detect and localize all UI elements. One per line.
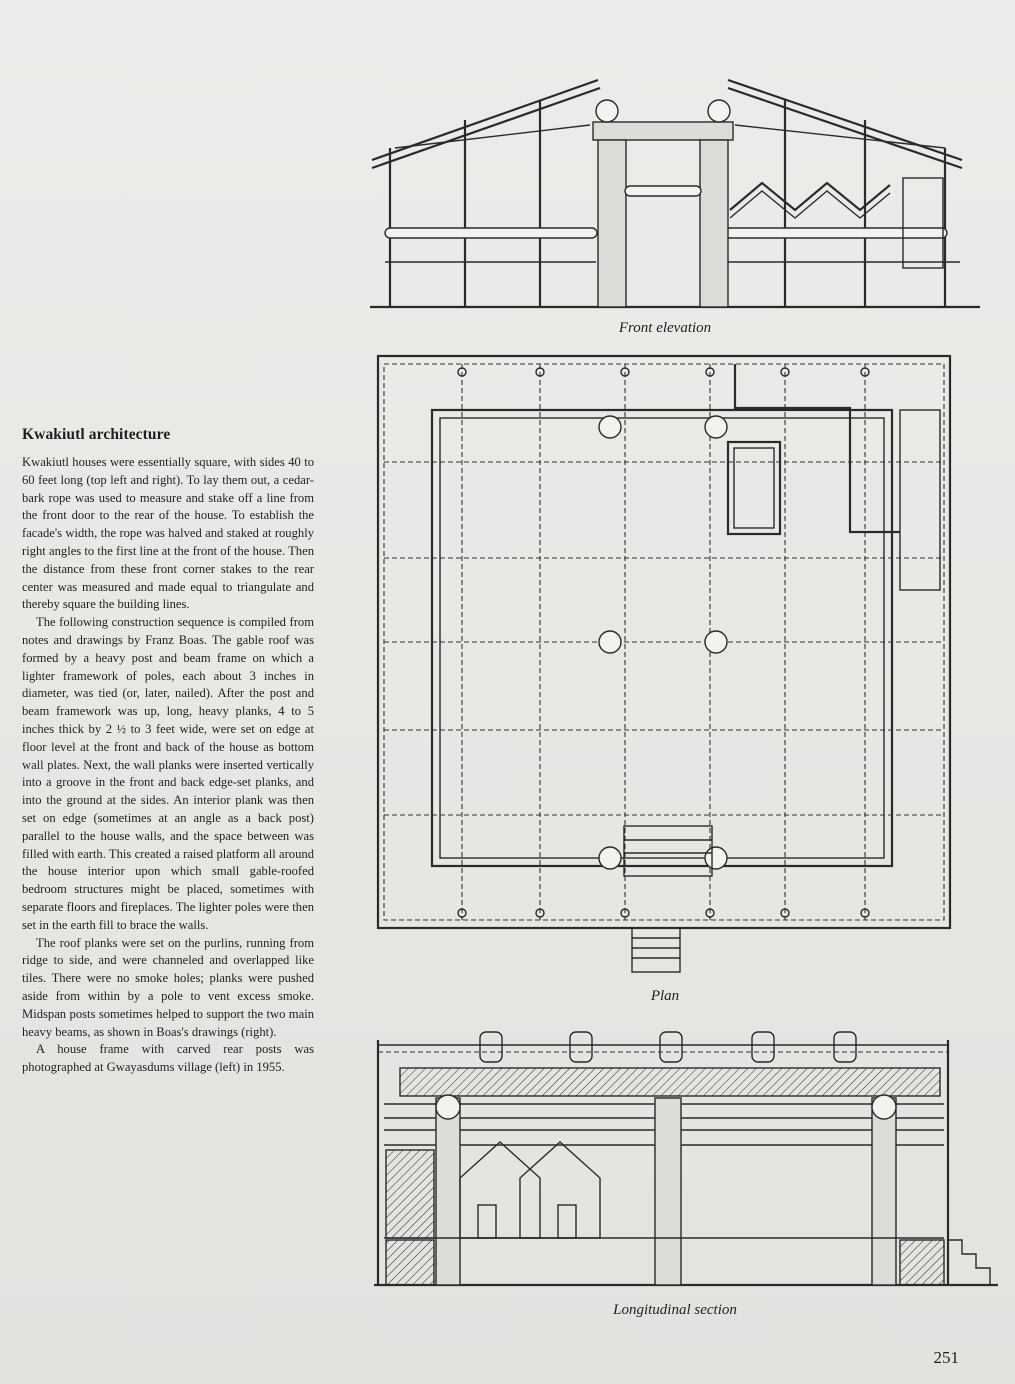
paragraph-1: Kwakiutl houses were essentially square, with sides 40 to 60 feet long (top left and right). To lay them out, a cedar-bark rope was used to measure and stake off a line from the front door to the rear of the house. To establish the facade's width, the rope was halved and staked at roughly right angles to the first line at the front of the house. Then the distance from these front corner stakes to the rear center was measured and made equal to triangulate and thereby square the building lines. [22,455,314,612]
section-heading: Kwakiutl architecture [22,426,171,443]
section-caption: Longitudinal section [613,1302,737,1318]
paragraph-2: The following construction sequence is compiled from notes and drawings by Franz Boas. The gable roof was formed by a heavy post and beam frame on which a lighter framework of poles, each about 3 inches in diameter, was tied (or, later, nailed). After the post and beam framework was up, long, heavy planks, 4 to 5 inches thick by 2 ½ to 3 feet wide, were set on edge at floor level at the front and back of the house as bottom wall plates. Next, the wall planks were inserted vertically into a groove in the front and back edge-set planks, and into the ground at the sides. An interior plank was then set on edge (sometimes at an angle as a back post) parallel to the house walls, and the space between was filled with earth. This created a raised platform all around the house interior upon which small gable-roofed bedroom structures might be placed, sometimes with separate floors and fireplaces. The lighter poles were then set in the earth fill to brace the walls. [22,615,314,932]
paragraph-3: The roof planks were set on the purlins, running from ridge to side, and were channeled and overlapped like tiles. There were no smoke holes; planks were pushed aside from within by a pole to vent excess smoke. Midspan posts sometimes helped to support the two main heavy beams, as shown in Boas's drawings (right). [22,935,314,1039]
article-text [22,426,314,1077]
page-number: 251 [933,1348,959,1367]
front-elevation-caption: Front elevation [618,320,712,336]
paragraph-4: A house frame with carved rear posts was photographed at Gwayasdums village (left) in 1955. [22,1042,314,1075]
plan-caption: Plan [650,988,680,1004]
